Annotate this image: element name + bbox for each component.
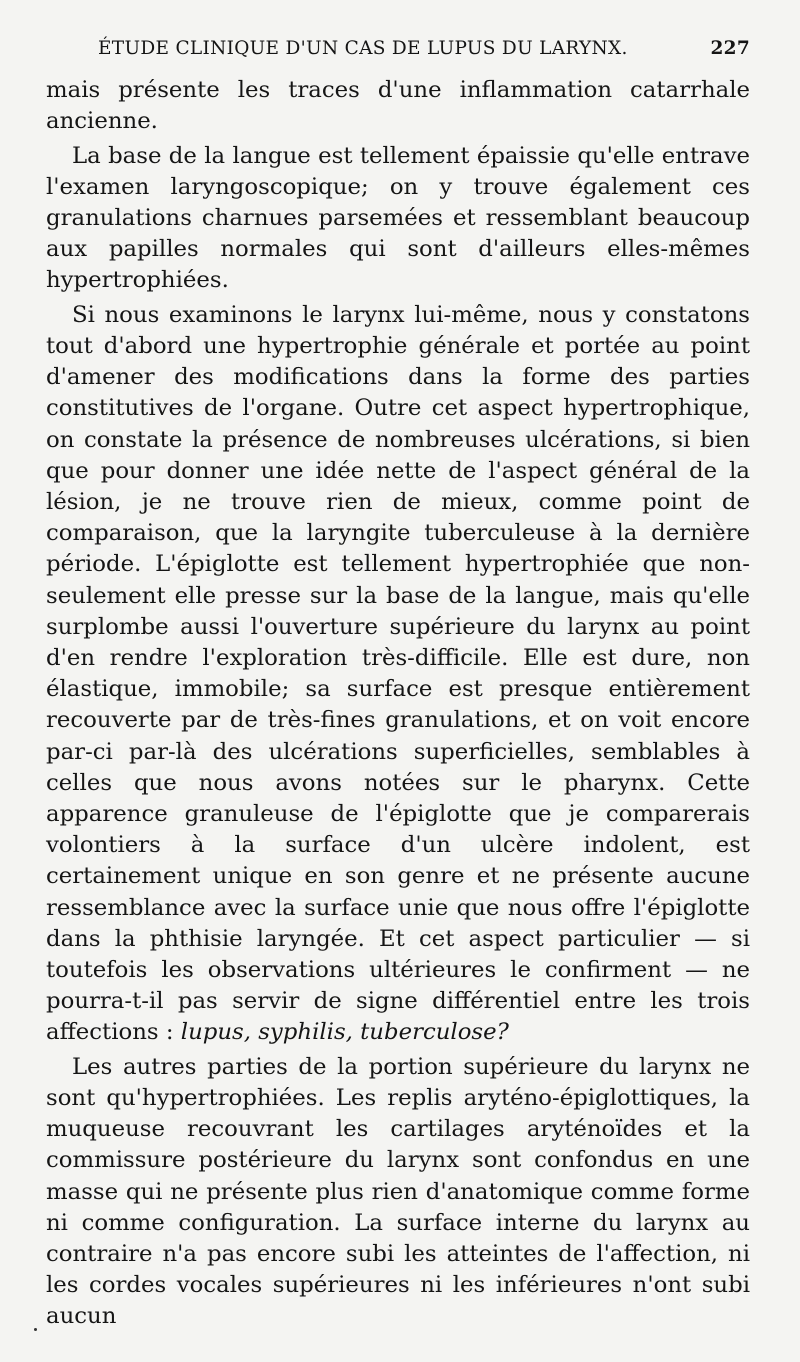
page-number: 227 (710, 38, 750, 59)
paragraph-continuation: mais présente les traces d'une inflammation catarrhale ancienne. (46, 77, 750, 135)
paragraph-base-langue: La base de la langue est tellement épaissie qu'elle entrave l'examen laryngoscopique; on y trouve également ces granulations charnues parsemées et ressemblant beaucoup aux papilles normales qui sont d'ailleurs elles-mêmes hypertrophiées. (46, 142, 750, 294)
paragraph-larynx-exam (46, 300, 750, 1049)
running-title: ÉTUDE CLINIQUE D'UN CAS DE LUPUS DU LARYNX. (98, 38, 628, 59)
paragraph-larynx-exam-text: Si nous examinons le larynx lui-même, nous y constatons tout d'abord une hypertrophie générale et portée au point d'amener des modifications dans la forme des parties constitutives de l'organe. Outre cet aspect hypertrophique, on constate la présence de nombreuses ulcérations, si bien que pour donner une idée nette de l'aspect général de la lésion, je ne trouve rien de mieux, comme point de comparaison, que la laryngite tuberculeuse à la dernière période. L'épiglotte est tellement hypertrophiée que non-seulement elle presse sur la base de la langue, mais qu'elle surplombe aussi l'ouverture supérieure du larynx au point d'en rendre l'exploration très-difficile. Elle est dure, non élastique, immobile; sa surface est presque entièrement recouverte par de très-fines granulations, et on voit encore par-ci par-là des ulcérations superficielles, semblables à celles que nous avons notées sur le pharynx. Cette apparence granuleuse de l'épiglotte que je comparerais volontiers à la surface d'un ulcère indolent, est certainement unique en son genre et ne présente aucune ressemblance avec la surface unie que nous offre l'épiglotte dans la phthisie laryngée. Et cet aspect particulier — si toutefois les observations ultérieures le confirment — ne pourra-t-il pas servir de signe différentiel entre les trois affections : (46, 301, 750, 1046)
paragraph-autres-parties: Les autres parties de la portion supérieure du larynx ne sont qu'hypertrophiées. Les replis aryténo-épiglottiques, la muqueuse recouvrant les cartilages aryténoïdes et la commissure postérieure du larynx sont confondus en une masse qui ne présente plus rien d'anatomique comme forme ni comme configuration. La surface interne du larynx au contraire n'a pas encore subi les atteintes de l'affection, ni les cordes vocales supérieures ni les inférieures n'ont subi aucun (46, 1053, 750, 1330)
page-speck (34, 1328, 37, 1331)
differential-terms: lupus, syphilis, tuberculose? (180, 1019, 509, 1046)
running-head (98, 38, 750, 62)
body-text (46, 75, 750, 1336)
